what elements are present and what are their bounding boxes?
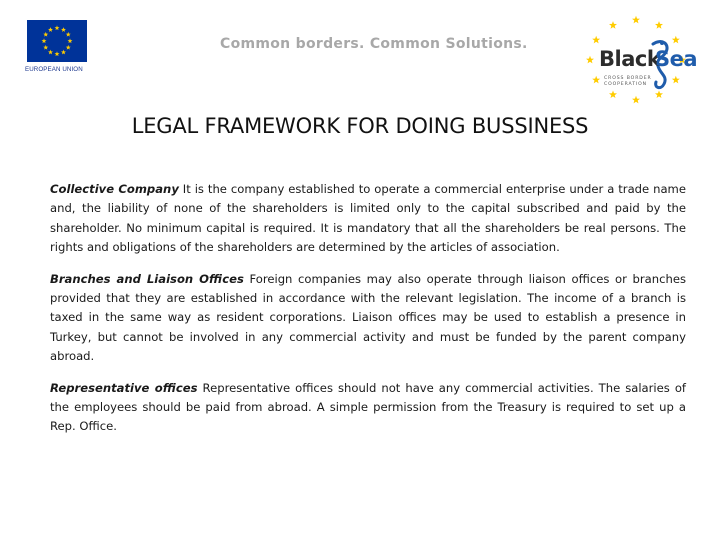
star-icon xyxy=(592,36,600,44)
logo-subtitle-line2: COOPERATION xyxy=(604,82,648,87)
logo-subtitle-line1: CROSS BORDER xyxy=(604,76,652,81)
star-icon xyxy=(61,27,66,32)
section-term: Collective Company xyxy=(50,182,179,196)
star-icon xyxy=(592,76,600,84)
section-text: Representative offices should not have any commercial activities. The salaries of the employees should be paid from abroad. A simple permission from the Treasury is required to set up a Rep. Office. xyxy=(50,380,686,434)
section-representative-offices xyxy=(50,379,686,437)
section-text: It is the company established to operate a commercial enterprise under a trade name and, the liability of none of the shareholders is limited only to the capital subscribed and paid by the shareholder. No minimum capital is required. It is mandatory that all the shareholders be real persons. The rights and obligations of the shareholders are determined by the articles of association. xyxy=(50,182,686,255)
star-icon xyxy=(609,21,617,29)
star-icon xyxy=(632,16,640,24)
star-icon xyxy=(55,25,60,30)
star-icon xyxy=(672,76,680,84)
page-title: LEGAL FRAMEWORK FOR DOING BUSSINESS xyxy=(131,114,589,138)
section-collective-company xyxy=(50,180,686,258)
star-icon xyxy=(68,38,73,43)
star-icon xyxy=(586,56,594,64)
eu-logo xyxy=(25,20,89,73)
section-term: Representative offices xyxy=(50,380,198,395)
star-icon xyxy=(655,21,663,29)
star-icon xyxy=(48,50,53,55)
content xyxy=(50,180,686,449)
star-icon xyxy=(43,32,48,37)
star-icon xyxy=(48,27,53,32)
star-icon xyxy=(632,96,640,104)
star-icon xyxy=(66,32,71,37)
section-text: Foreign companies may also operate through liaison offices or branches provided that they are established in accordance with the relevant legislation. The income of a branch is taxed in the same way as resident corporations. Liaison offices may be used to establish a presence in Turkey, but cannot be involved in any commercial activity and must be funded by the parent company abroad. xyxy=(50,271,686,364)
star-icon xyxy=(42,38,47,43)
star-icon xyxy=(55,51,60,56)
section-term: Branches and Liaison Offices xyxy=(50,271,244,286)
star-icon xyxy=(609,90,617,98)
eu-flag-icon xyxy=(27,20,87,62)
section-branches-liaison xyxy=(50,270,686,367)
logo-word-sea: Sea xyxy=(655,47,698,71)
star-icon xyxy=(655,90,663,98)
logo-word-black: Black xyxy=(599,47,661,71)
black-sea-logo xyxy=(576,14,700,106)
tagline: Common borders. Common Solutions. xyxy=(220,36,528,52)
star-icon xyxy=(672,36,680,44)
star-icon xyxy=(43,45,48,50)
star-icon xyxy=(66,45,71,50)
eu-logo-caption: EUROPEAN UNION xyxy=(25,66,83,73)
star-icon xyxy=(61,50,66,55)
